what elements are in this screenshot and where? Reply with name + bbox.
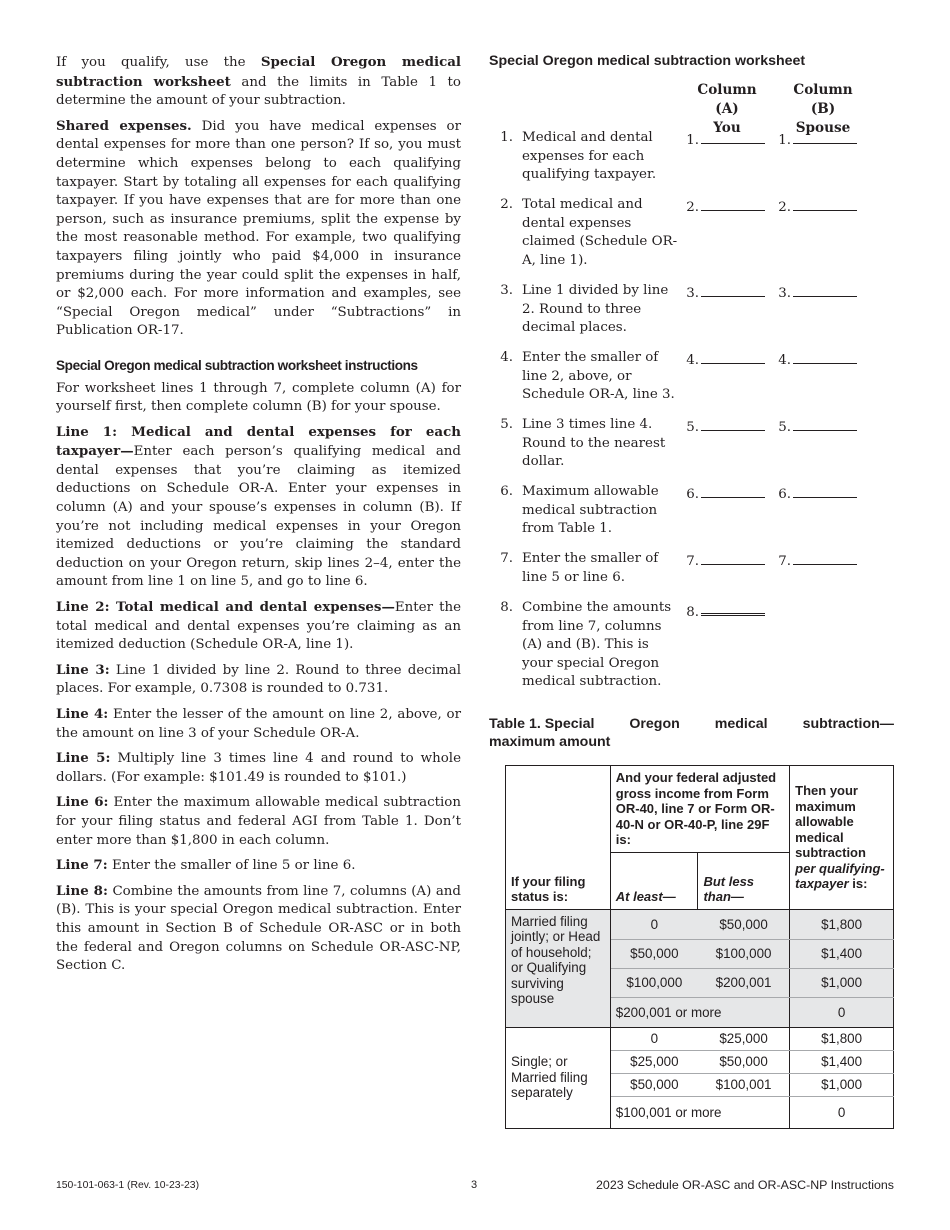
column-a-header: Column (A) You — [697, 82, 757, 136]
single-status-cell: Single; or Married filing separately — [506, 1027, 611, 1128]
worksheet-lines — [489, 129, 894, 693]
line-2-instruction: Line 2: Total medical and dental expenses—Enter the total medical and dental expenses you’re claiming as an itemized deduction (Schedule OR-A, line 1). — [56, 599, 461, 653]
table-row: Married filing jointly; or Head of household; or Qualifying surviving spouse 0 $50,000 $1,800 — [506, 909, 894, 939]
line-3-column-a-field[interactable]: 3. — [685, 282, 765, 304]
worksheet-line-4: 4. Enter the smaller of line 2, above, or Schedule OR-A, line 3. 4. 4. — [489, 349, 894, 416]
instructions-heading: Special Oregon medical subtraction worksheet instructions — [56, 357, 418, 373]
worksheet-line-5: 5. Line 3 times line 4. Round to the nearest dollar. 5. 5. — [489, 416, 894, 483]
table-1 — [505, 765, 894, 1129]
instructions-column — [56, 53, 461, 982]
worksheet-line-1: 1. Medical and dental expenses for each qualifying taxpayer. 1. 1. — [489, 129, 894, 196]
instructions-intro: For worksheet lines 1 through 7, complete column (A) for yourself first, then complete column (B) for your spouse. — [56, 380, 461, 415]
line-6-instruction: Line 6: Enter the maximum allowable medical subtraction for your filing status and federal AGI from Table 1. Don’t enter more than $1,800 in each column. — [56, 794, 461, 848]
table-1-title: Table 1. Special Oregon medical subtraction— maximum amount — [489, 716, 894, 750]
at-least-header: At least— — [610, 852, 698, 909]
line-7-instruction: Line 7: Enter the smaller of line 5 or line 6. — [56, 857, 356, 874]
line-2-column-b-field[interactable]: 2. — [777, 196, 857, 218]
intro-paragraph: If you qualify, use the Special Oregon medical subtraction worksheet and the limits in Table 1 to determine the amount of your subtraction. — [56, 54, 461, 109]
form-code: 150-101-063-1 (Rev. 10-23-23) — [56, 1180, 200, 1191]
table-row: $50,000 $100,001 $1,000 — [506, 1073, 894, 1096]
filing-status-header: If your filing status is: — [506, 766, 611, 910]
page-number: 3 — [471, 1179, 478, 1191]
line-4-column-a-field[interactable]: 4. — [685, 349, 765, 371]
line-7-column-a-field[interactable]: 7. — [685, 550, 765, 572]
line-7-column-b-field[interactable]: 7. — [777, 550, 857, 572]
line-4-instruction: Line 4: Enter the lesser of the amount on line 2, above, or the amount on line 3 of your Schedule OR-A. — [56, 706, 461, 741]
column-b-header: Column (B) Spouse — [793, 82, 853, 136]
table-row: Single; or Married filing separately 0 $25,000 $1,800 — [506, 1027, 894, 1050]
line-1-column-a-field[interactable]: 1. — [685, 129, 765, 151]
line-1-instruction: Line 1: Medical and dental expenses for each taxpayer—Enter each person’s qualifying medical and dental expenses that you’re claiming as itemized deductions on Schedule OR-A. Enter your expenses in column (A) and your spouse’s expenses in column (B). If you’re not including medical expenses in your Oregon itemized deductions or you’re claiming the standard deduction on your Oregon return, skip lines 2–4, enter the amount from line 1 on line 5, and go to line 6. — [56, 423, 461, 590]
worksheet-name: Special Oregon medical subtraction worksheet — [56, 54, 461, 90]
line-4-column-b-field[interactable]: 4. — [777, 349, 857, 371]
but-less-than-header: But less than— — [698, 852, 790, 909]
line-8-instruction: Line 8: Combine the amounts from line 7, columns (A) and (B). This is your special Oregon medical subtraction. Enter this amount in Section B of Schedule OR-ASC or in both the federal and Oregon columns on Schedule OR-ASC-NP, Section C. — [56, 882, 462, 974]
line-2-column-a-field[interactable]: 2. — [685, 196, 765, 218]
married-joint-status-cell: Married filing jointly; or Head of household; or Qualifying surviving spouse — [506, 909, 611, 1027]
worksheet-line-6: 6. Maximum allowable medical subtraction from Table 1. 6. 6. — [489, 483, 894, 550]
table-row: $25,000 $50,000 $1,400 — [506, 1050, 894, 1073]
line-5-column-b-field[interactable]: 5. — [777, 416, 857, 438]
table-row: $200,001 or more 0 — [506, 997, 894, 1027]
max-subtraction-header: Then your maximum allowable medical subtraction per qualifying-taxpayer is: — [790, 766, 894, 910]
table-row: $100,001 or more 0 — [506, 1096, 894, 1128]
worksheet-line-7: 7. Enter the smaller of line 5 or line 6. 7. 7. — [489, 550, 894, 599]
worksheet-title: Special Oregon medical subtraction worksheet — [489, 53, 806, 69]
agi-header: And your federal adjusted gross income from Form OR-40, line 7 or Form OR-40-N or OR-40-P, line 29F is: — [610, 766, 789, 853]
table-row: $100,000 $200,001 $1,000 — [506, 968, 894, 997]
line-5-instruction: Line 5: Multiply line 3 times line 4 and round to whole dollars. (For example: $101.49 is rounded to $101.) — [56, 750, 462, 785]
worksheet-column — [489, 53, 894, 1120]
line-1-column-b-field[interactable]: 1. — [777, 129, 857, 151]
table-row: $50,000 $100,000 $1,400 — [506, 939, 894, 968]
worksheet-line-8: 8. Combine the amounts from line 7, columns (A) and (B). This is your special Oregon medical subtraction. 8. — [489, 599, 894, 693]
line-3-instruction: Line 3: Line 1 divided by line 2. Round to three decimal places. For example, 0.7308 is rounded to 0.731. — [56, 661, 461, 697]
line-5-column-a-field[interactable]: 5. — [685, 416, 765, 438]
document-title: 2023 Schedule OR-ASC and OR-ASC-NP Instructions — [596, 1178, 894, 1192]
worksheet-line-2: 2. Total medical and dental expenses claimed (Schedule OR-A, line 1). 2. 2. — [489, 196, 894, 282]
line-3-column-b-field[interactable]: 3. — [777, 282, 857, 304]
line-8-total-field[interactable]: 8. — [685, 599, 765, 623]
shared-expenses-paragraph: Shared expenses. Did you have medical expenses or dental expenses for more than one person? If so, you must determine which expenses belong to each qualifying taxpayer. Start by totaling all expenses for each qualifying taxpayer. If you have expenses that are for more than one person, such as insurance premiums, split the expense by the most reasonable method. For example, two qualifying taxpayers filing jointly who paid $4,000 in insurance premiums during the year could split the expenses in half, or $2,000 each. For more information and examples, see “Special Oregon medical” under “Subtractions” in Publication OR-17. — [56, 117, 461, 339]
worksheet-line-3: 3. Line 1 divided by line 2. Round to three decimal places. 3. 3. — [489, 282, 894, 349]
line-6-column-a-field[interactable]: 6. — [685, 483, 765, 505]
line-6-column-b-field[interactable]: 6. — [777, 483, 857, 505]
